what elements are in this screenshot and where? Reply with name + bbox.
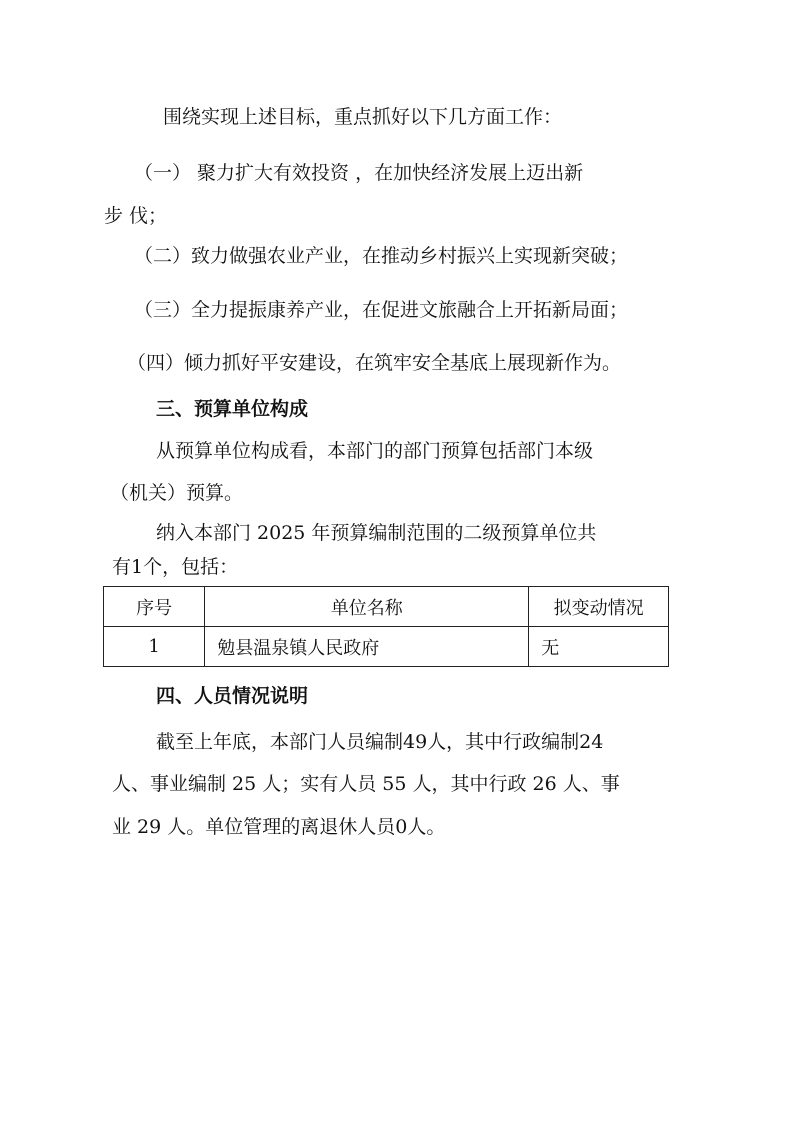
header-index: 序号 (104, 587, 205, 627)
cell-change-status: 无 (529, 627, 669, 667)
section-4-heading: 四、人员情况说明 (156, 685, 309, 707)
item-3: （三）全力提振康养产业，在促进文旅融合上开拓新局面； (134, 299, 629, 321)
budget-units-table (103, 586, 669, 667)
intro-paragraph: 围绕实现上述目标，重点抓好以下几方面工作： (163, 106, 563, 128)
section-3-para-1-line-1: 从预算单位构成看，本部门的部门预算包括部门本级 (156, 440, 594, 462)
table-header-row (104, 587, 669, 627)
cell-index: 1 (104, 627, 205, 667)
section-4-line-2: 人、事业编制 25 人；实有人员 55 人，其中行政 26 人、事 (112, 773, 620, 795)
item-4: （四）倾力抓好平安建设，在筑牢安全基底上展现新作为。 (127, 352, 622, 374)
item-2: （二）致力做强农业产业，在推动乡村振兴上实现新突破； (134, 245, 629, 267)
section-3-heading: 三、预算单位构成 (156, 398, 309, 420)
header-change-status: 拟变动情况 (529, 587, 669, 627)
section-3-para-1-line-2: （机关）预算。 (110, 482, 244, 504)
cell-unit-name: 勉县温泉镇人民政府 (205, 627, 529, 667)
item-1-line-2: 步 伐； (104, 205, 168, 227)
section-3-para-2-line-1: 纳入本部门 2025 年预算编制范围的二级预算单位共 (156, 522, 597, 544)
item-1-line-1: （一） 聚力扩大有效投资 ，在加快经济发展上迈出新 (134, 162, 584, 184)
section-4-line-3: 业 29 人。单位管理的离退休人员0人。 (112, 816, 446, 838)
section-4-line-1: 截至上年底，本部门人员编制49人，其中行政编制24 (156, 731, 604, 753)
section-3-para-2-line-2: 有1个，包括： (112, 556, 239, 578)
header-unit-name: 单位名称 (205, 587, 529, 627)
table-row (104, 627, 669, 667)
